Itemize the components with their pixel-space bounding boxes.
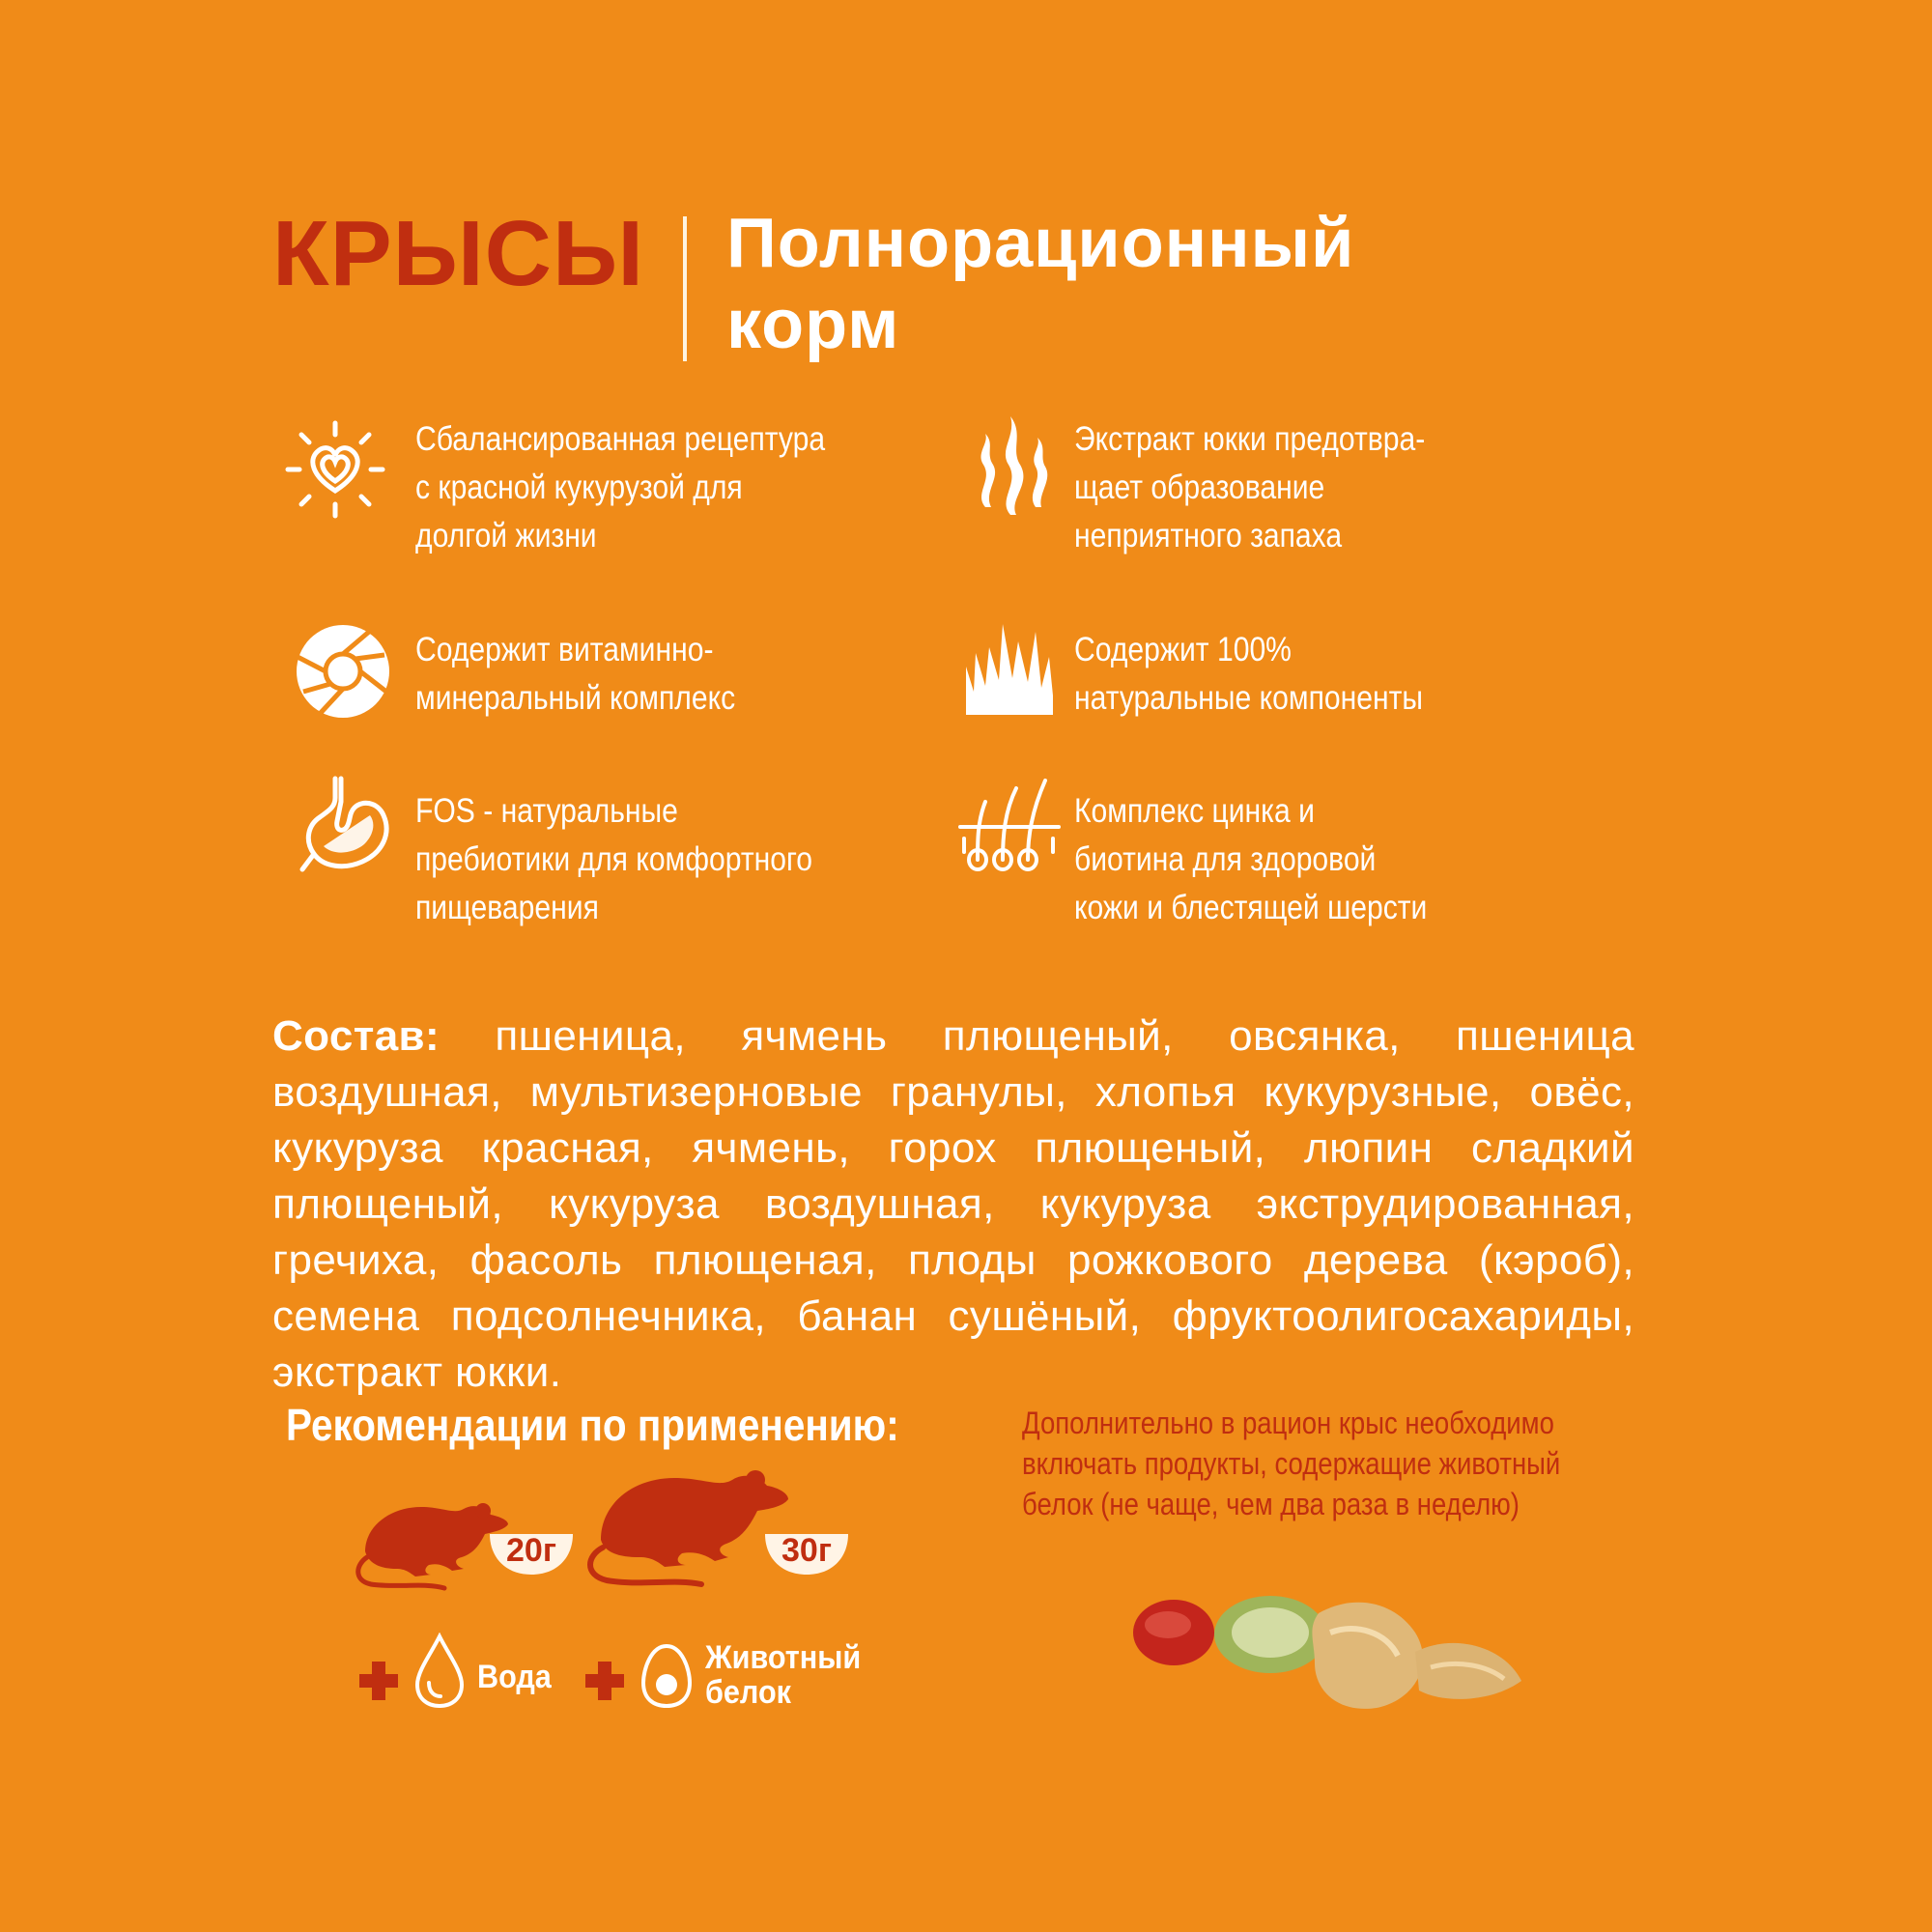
feature-line: Экстракт юкки предотвра- xyxy=(1074,420,1426,458)
addition-label-water xyxy=(477,1660,552,1694)
title-divider xyxy=(683,216,687,361)
feature-line: FOS - натуральные xyxy=(415,792,678,830)
feature-line: пребиотики для комфортного xyxy=(415,840,813,878)
note-line: белок (не чаще, чем два раза в неделю) xyxy=(1022,1487,1520,1521)
plus-icon xyxy=(583,1660,626,1702)
feature-text-yucca xyxy=(1074,415,1425,560)
grass-icon xyxy=(956,618,1063,724)
feature-line: долгой жизни xyxy=(415,517,597,554)
composition-text xyxy=(272,1009,1634,1401)
feature-line: пищеварения xyxy=(415,889,599,926)
addition-label-protein xyxy=(705,1640,861,1710)
plus-icon xyxy=(357,1660,400,1702)
feature-line: Содержит витаминно- xyxy=(415,631,714,668)
egg-icon xyxy=(639,1642,694,1710)
feature-line: минеральный комплекс xyxy=(415,679,736,717)
feature-text-fos xyxy=(415,787,812,932)
subtitle-line-1: Полнорационный xyxy=(726,205,1355,282)
portion-amount-small: 20г xyxy=(506,1532,556,1569)
page-title: КРЫСЫ xyxy=(272,202,644,305)
feature-text-vitamins xyxy=(415,626,735,723)
feature-line: неприятного запаха xyxy=(1074,517,1343,554)
addition-label-line: Вода xyxy=(477,1659,552,1695)
food-ingredients-image xyxy=(1125,1575,1541,1719)
feature-text-zinc xyxy=(1074,787,1427,932)
feature-line: кожи и блестящей шерсти xyxy=(1074,889,1428,926)
addition-label-line: Животный xyxy=(705,1639,862,1676)
heart-sun-icon xyxy=(282,415,388,522)
note-line: включать продукты, содержащие животный xyxy=(1022,1446,1561,1481)
feature-line: Сбалансированная рецептура xyxy=(415,420,826,458)
composition-label: Состав: xyxy=(272,1012,440,1060)
feature-line: биотина для здоровой xyxy=(1074,840,1377,878)
hair-follicle-icon xyxy=(956,773,1063,879)
feature-line: с красной кукурузой для xyxy=(415,469,743,506)
feature-line: щает образование xyxy=(1074,469,1325,506)
rat-large-icon xyxy=(578,1459,790,1590)
feature-line: Комплекс цинка и xyxy=(1074,792,1315,830)
odor-waves-icon xyxy=(956,411,1063,517)
feature-text-natural xyxy=(1074,626,1423,723)
aperture-icon xyxy=(290,618,396,724)
subtitle-line-2: корм xyxy=(726,286,900,363)
page-subtitle xyxy=(726,203,1499,365)
protein-note xyxy=(1022,1403,1560,1524)
water-drop-icon xyxy=(413,1633,466,1710)
recommendations-title: Рекомендации по применению: xyxy=(286,1400,899,1450)
feature-text-recipe xyxy=(415,415,825,560)
feature-line: Содержит 100% xyxy=(1074,631,1292,668)
note-line: Дополнительно в рацион крыс необходимо xyxy=(1022,1406,1554,1440)
composition-body: пшеница, ячмень плющеный, овсянка, пшеница воздушная, мультизерновые гранулы, хлопья кукурузные, овёс, кукуруза красная, ячмень, горох плющеный, люпин сладкий плющеный, кукуруза воздушная, кукуруза экструдированная, гречиха, фасоль плющеная, плоды рожкового дерева (кэроб), семена подсолнечника, банан сушёный, фруктоолигосахариды, экстракт юкки. xyxy=(272,1012,1634,1396)
feature-line: натуральные компоненты xyxy=(1074,679,1424,717)
addition-label-line: белок xyxy=(705,1674,791,1711)
portion-amount-large: 30г xyxy=(781,1532,832,1569)
stomach-icon xyxy=(295,773,401,879)
